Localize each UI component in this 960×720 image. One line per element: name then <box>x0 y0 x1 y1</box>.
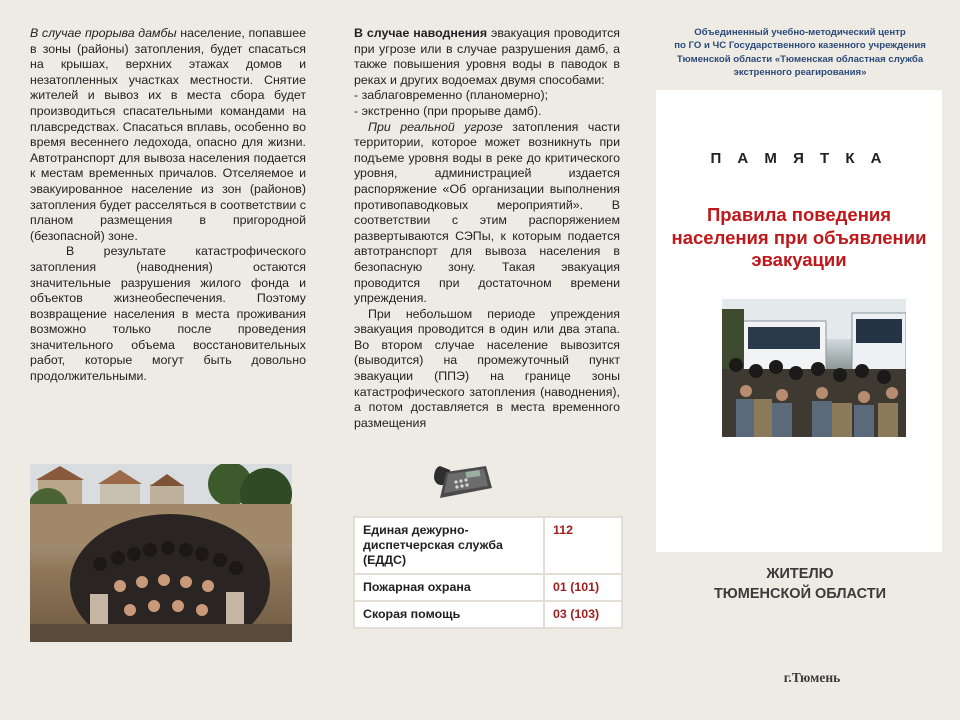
left-paragraph-1 <box>30 26 306 244</box>
middle-p1-bold: В случае наводнения <box>354 26 488 40</box>
method-list-item-1: - заблаговременно (планомерно); <box>354 88 549 103</box>
org-line: экстренного реагирования» <box>733 67 867 79</box>
resident-address <box>662 564 938 604</box>
contact-service: Скорая помощь <box>355 602 543 627</box>
emergency-contacts-table <box>353 516 623 629</box>
contact-row <box>355 602 621 627</box>
middle-paragraph-3: При небольшом периоде упреждения эвакуация проводится в один или два этапа. Во втором случае население вывозится (выводится) на промежуточный пункт эвакуации (ППЭ) на границе зоны катастрофического затопления (наводнения), а потом доставляется в места временного размещения <box>354 306 620 430</box>
org-line: по ГО и ЧС Государственного казенного учреждения <box>674 40 926 52</box>
contact-number: 01 (101) <box>545 575 621 600</box>
contact-row <box>355 518 621 573</box>
resident-line: ТЮМЕНСКОЙ ОБЛАСТИ <box>713 586 887 602</box>
method-list-item-2: - экстренно (при прорыве дамб). <box>354 103 542 118</box>
middle-column <box>354 26 620 431</box>
organization-header <box>662 26 938 80</box>
telephone-drawing <box>430 458 494 502</box>
left-p1-italic: В случае прорыва дамбы <box>30 26 177 40</box>
city-name: г.Тюмень <box>783 670 841 685</box>
middle-p2-text: затопления части территории, которое может возникнуть при подъеме уровня воды в реке до критического уровня, администрацией издается распоряжение «Об организации выполнения противопаводковых мероприятий». В соответствии с этим распоряжением развертываются СЭПы, к которым подается автотранспорт для вывоза населения в безопасную зону. Такая эвакуация проводится при достаточном времени упреждения. <box>354 119 620 306</box>
left-column <box>30 26 306 385</box>
pamyatka-heading: П А М Я Т К А <box>710 150 888 167</box>
resident-line: ЖИТЕЛЮ <box>766 566 834 582</box>
left-p1-text: население, попавшее в зоны (районы) затопления, будет спасаться на крышах, верхних этажах домов и незатопленных участках местности. Снятие жителей и вывоз их в места сбора будет производиться спасательными командами на плавсредствах. Спасаться вплавь, особенно во время весеннего ледохода, опасно для жизни. Автотранспорт для вывоза населения подается к местам временных причалов. Отселяемое и эвакуированное население из зон (районов) затопления будет расселяться в соответствии с планом размещения в пригородной (безопасной) зоне. <box>30 26 306 243</box>
contact-number: 112 <box>545 518 621 573</box>
org-line: Объединенный учебно-методический центр <box>694 27 906 38</box>
bus-photo-illustration <box>722 299 906 437</box>
telephone-icon <box>430 458 494 502</box>
contact-row <box>355 575 621 600</box>
contact-service: Пожарная охрана <box>355 575 543 600</box>
middle-p1-text: эвакуация проводится при угрозе или в случае разрушения дамб, а также повышения уровня воды в паводок в реках и других водоемах двумя способами: <box>354 26 620 87</box>
middle-paragraph-2 <box>354 120 620 307</box>
left-paragraph-2: В результате катастрофического затопления (наводнения) остаются значительные разрушения жилого фонда и объектов жизнеобеспечения. Поэтому возвращение населения в места проживания возможно только после проведения значительного объема восстановительных работ, которые могут быть довольно продолжительными. <box>30 244 306 384</box>
contact-number: 03 (103) <box>545 602 621 627</box>
org-line: Тюменской области «Тюменская областная служба <box>676 53 924 65</box>
middle-p2-italic: При реальной угрозе <box>368 119 503 134</box>
flood-photo-illustration <box>30 464 292 642</box>
contact-service: Единая дежурно-диспетчерская служба (ЕДДС) <box>355 518 543 573</box>
middle-paragraph-1 <box>354 26 620 88</box>
bus-evacuation-photo <box>722 299 906 437</box>
flood-evacuation-photo <box>30 464 292 642</box>
brochure-title: Правила поведения населения при объявлении эвакуации <box>671 204 927 270</box>
